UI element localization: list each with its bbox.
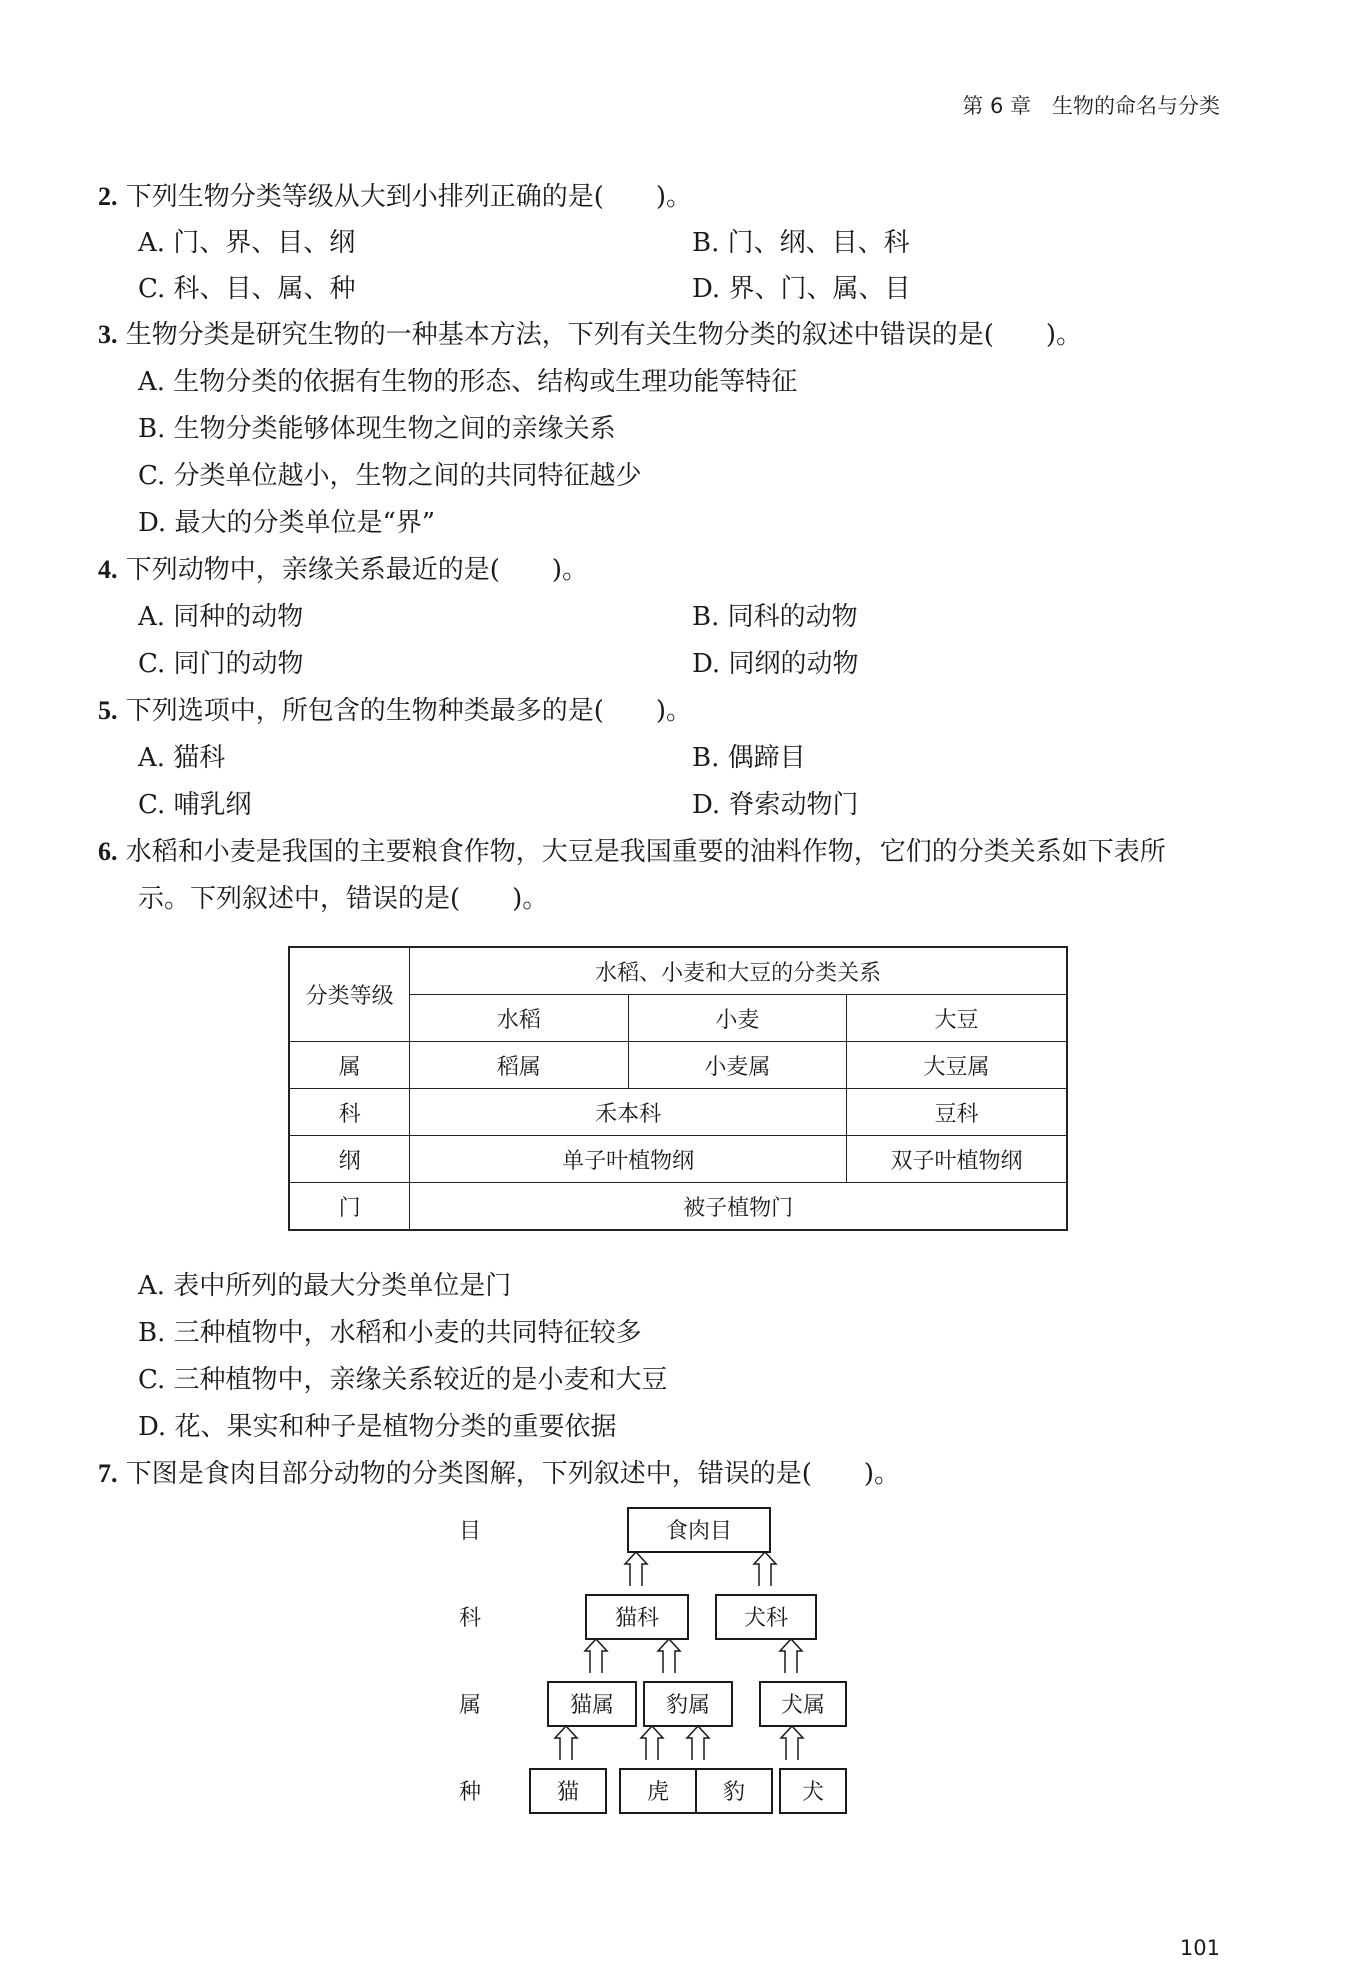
option-b: B. 同科的动物: [692, 602, 858, 632]
option-a: A. 同种的动物: [138, 602, 304, 632]
option-c: C. 哺乳纲: [138, 790, 252, 820]
option-d: D. 最大的分类单位是“界”: [138, 508, 436, 538]
group-header: 水稻、小麦和大豆的分类关系: [410, 947, 1067, 995]
node-leopard-genus: 豹属: [665, 1693, 711, 1718]
question-6: [98, 835, 1166, 869]
arrow-dog-family-to-order: [754, 1552, 776, 1586]
question-stem: 下图是食肉目部分动物的分类图解，下列叙述中，错误的是( )。: [125, 1459, 901, 1489]
arrow-leopard-to-genus: [687, 1726, 709, 1760]
question-number: 5.: [98, 696, 118, 725]
rank-phylum: 门: [289, 1183, 410, 1231]
option-a: A. 门、界、目、纲: [138, 228, 356, 258]
question-stem: 下列选项中，所包含的生物种类最多的是( )。: [125, 696, 693, 726]
cell-dicot-class: 双子叶植物纲: [847, 1136, 1067, 1183]
arrow-cat-family-to-order: [625, 1552, 647, 1586]
cell-rice-genus: 稻属: [410, 1042, 628, 1089]
rank-label-family: 科: [458, 1606, 482, 1631]
question-stem: 水稻和小麦是我国的主要粮食作物，大豆是我国重要的油料作物，它们的分类关系如下表所: [125, 837, 1166, 867]
cell-soy-genus: 大豆属: [847, 1042, 1067, 1089]
option-c: C. 分类单位越小，生物之间的共同特征越少: [138, 461, 642, 491]
option-b: B. 三种植物中，水稻和小麦的共同特征较多: [138, 1318, 642, 1348]
rank-label-genus: 属: [458, 1693, 482, 1718]
cell-wheat-genus: 小麦属: [628, 1042, 846, 1089]
option-d: D. 花、果实和种子是植物分类的重要依据: [138, 1412, 617, 1442]
question-stem-continued: 示。下列叙述中，错误的是( )。: [138, 884, 549, 914]
node-order: 食肉目: [665, 1519, 733, 1544]
option-c: C. 三种植物中，亲缘关系较近的是小麦和大豆: [138, 1365, 668, 1395]
node-tiger: 虎: [646, 1780, 670, 1805]
question-4: [98, 553, 588, 587]
classification-tree-diagram: [450, 1496, 870, 1836]
arrow-dog-to-genus: [781, 1726, 803, 1760]
arrow-leopard-genus-to-family: [658, 1639, 680, 1673]
cell-soy-family: 豆科: [847, 1089, 1067, 1136]
question-number: 2.: [98, 182, 118, 211]
question-stem: 生物分类是研究生物的一种基本方法，下列有关生物分类的叙述中错误的是( )。: [125, 320, 1083, 350]
question-number: 3.: [98, 320, 118, 349]
page-number: 101: [1179, 1936, 1220, 1960]
question-2: [98, 180, 692, 214]
plant-rice: 水稻: [410, 995, 628, 1042]
node-cat-genus: 猫属: [569, 1693, 615, 1718]
node-dog-family: 犬科: [743, 1606, 789, 1631]
rank-genus: 属: [289, 1042, 410, 1089]
option-a: A. 猫科: [138, 743, 226, 773]
plant-soy: 大豆: [847, 995, 1067, 1042]
option-a: A. 表中所列的最大分类单位是门: [138, 1271, 512, 1301]
cell-grass-family: 禾本科: [410, 1089, 847, 1136]
question-number: 7.: [98, 1459, 118, 1488]
question-7: [98, 1457, 900, 1491]
node-dog-genus: 犬属: [780, 1693, 826, 1718]
option-b: B. 生物分类能够体现生物之间的亲缘关系: [138, 414, 616, 444]
chapter-header: 第 6 章 生物的命名与分类: [962, 94, 1220, 118]
arrow-tiger-to-genus: [641, 1726, 663, 1760]
rank-family: 科: [289, 1089, 410, 1136]
arrow-dog-genus-to-family: [780, 1639, 802, 1673]
option-b: B. 门、纲、目、科: [692, 228, 910, 258]
option-c: C. 同门的动物: [138, 649, 304, 679]
question-5: [98, 694, 692, 728]
option-d: D. 同纲的动物: [692, 649, 859, 679]
question-stem: 下列生物分类等级从大到小排列正确的是( )。: [125, 182, 693, 212]
option-b: B. 偶蹄目: [692, 743, 806, 773]
question-number: 4.: [98, 555, 118, 584]
node-cat: 猫: [556, 1780, 580, 1805]
classification-table: [288, 946, 1068, 1231]
option-d: D. 界、门、属、目: [692, 274, 911, 304]
plant-wheat: 小麦: [628, 995, 846, 1042]
node-dog: 犬: [801, 1780, 825, 1805]
rank-class: 纲: [289, 1136, 410, 1183]
question-stem: 下列动物中，亲缘关系最近的是( )。: [125, 555, 589, 585]
question-3: [98, 318, 1082, 352]
node-cat-family: 猫科: [614, 1606, 660, 1631]
option-d: D. 脊索动物门: [692, 790, 859, 820]
option-c: C. 科、目、属、种: [138, 274, 356, 304]
rank-label-species: 种: [458, 1780, 482, 1805]
arrow-cat-to-genus: [555, 1726, 577, 1760]
rank-header: 分类等级: [289, 947, 410, 1042]
node-leopard: 豹: [722, 1780, 746, 1805]
question-number: 6.: [98, 837, 118, 866]
cell-angiosperm-phylum: 被子植物门: [410, 1183, 1067, 1231]
cell-monocot-class: 单子叶植物纲: [410, 1136, 847, 1183]
arrow-cat-genus-to-family: [585, 1639, 607, 1673]
rank-label-order: 目: [458, 1519, 482, 1544]
option-a: A. 生物分类的依据有生物的形态、结构或生理功能等特征: [138, 367, 798, 397]
